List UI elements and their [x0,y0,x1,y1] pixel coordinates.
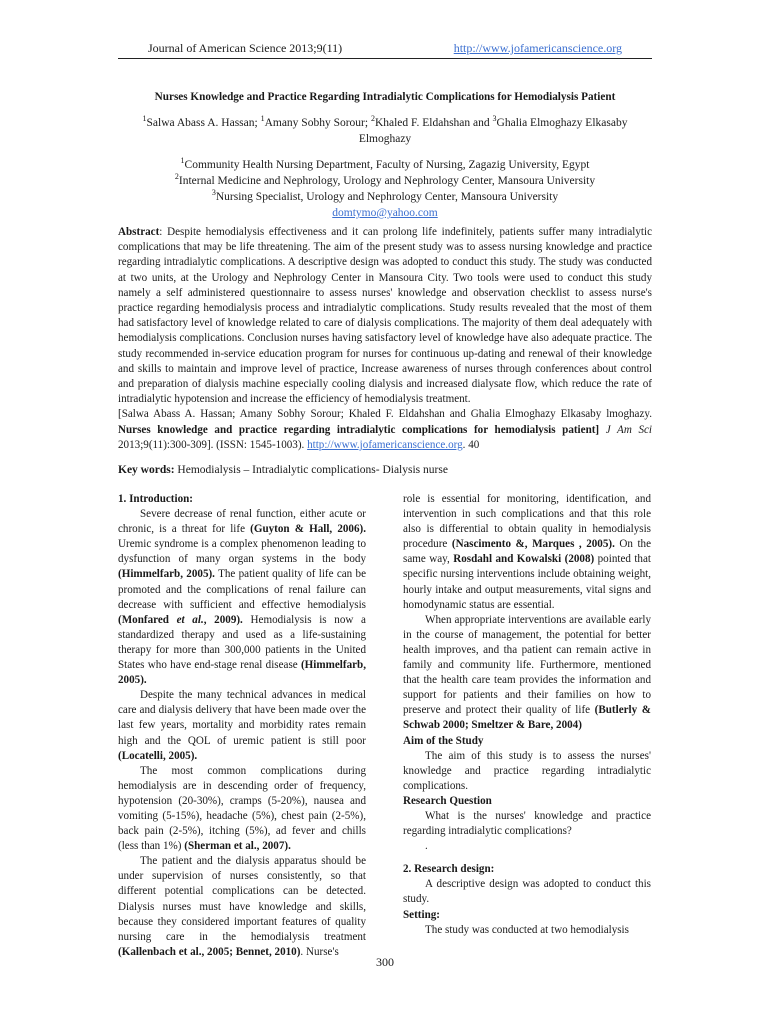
author-sup: 1 [260,114,265,124]
paragraph: The study was conducted at two hemodialysis [425,923,629,936]
affiliation-text: Community Health Nursing Department, Faculty of Nursing, Zagazig University, Egypt [184,159,590,171]
paragraph [403,613,651,734]
abstract-label: Abstract [118,226,160,238]
reference: (Himmelfarb, 2005). [118,659,366,687]
email-link[interactable]: domtymo@yahoo.com [332,207,438,219]
reference: (Guyton & Hall, 2006). [250,523,366,536]
citation-journal: J Am Sci [605,423,652,436]
keywords [118,464,652,476]
reference: (Nascimento &, Marques , 2005). [451,538,615,551]
citation-title: Nurses knowledge and practice regarding intradialytic complications for hemodialysis patient] [118,423,600,436]
affiliation-sup: 1 [180,156,185,166]
running-header [118,40,652,59]
keywords-text: Hemodialysis – Intradialytic complications- Dialysis nurse [174,464,448,476]
author-name: Amany Sobhy Sorour; [264,117,371,129]
reference: , 2009). [203,613,243,626]
spacer [403,854,651,862]
abstract-text [118,225,652,407]
title-block [118,89,652,221]
text-run: The patient and the dialysis apparatus should be under supervision of nurses consistently, so that different potential complications can be detected. Dialysis nurses must have knowledge and skills, because they considered important features of quality nursing care in the hemodialysis treatment [118,855,366,943]
affiliation-text: Nursing Specialist, Urology and Nephrology Center, Mansoura University [215,191,559,203]
author-sup: 3 [492,114,497,124]
section-heading-introduction: 1. Introduction: [118,493,193,505]
affiliation-text: Internal Medicine and Nephrology, Urology and Nephrology Center, Mansoura University [178,175,596,187]
reference: (Kallenbach et al., 2005; Bennet, 2010) [118,945,301,958]
text-run: The patient quality of life can be promoted and the complications of renal failure can decrease with sufficient and effective hemodialysis [118,568,366,611]
paragraph [118,688,366,763]
left-column [118,492,366,960]
reference-italic: et al. [176,613,204,626]
text-run: On the same way, [403,538,651,566]
affiliation-sup: 2 [174,172,179,182]
text-run: The most common complications during hemodialysis are in descending order of frequency, hypotension (20-30%), cramps (5-20%), nausea and vomiting (5-15%), headache (5%), chest pain (2-5%), back pain (2-5%), itching (5%), ad fever and chills (less than 1%) [118,764,366,853]
author-sup: 1 [142,114,147,124]
citation-authors: [Salwa Abass A. Hassan; Amany Sobhy Sorour; Khaled F. Eldahshan and Ghalia Elmoghazy Elkasaby lmoghazy. [118,408,652,421]
reference: (Sherman et al., 2007). [184,840,291,853]
text-run: Uremic syndrome is a complex phenomenon leading to dysfunction of many organ systems in the body [118,538,366,566]
citation-details: 2013;9(11):300-309]. (ISSN: 1545-1003). [118,438,308,451]
abstract-body: : Despite hemodialysis effectiveness and it can prolong life indefinitely, patients suffer many intradialytic complications that may be life threatening. The aim of the present study was to assess nursing knowledge and practice regarding intradialytic complications. A descriptive design was adopted to conduct this study. The study was conducted at two units, at the Urology and Nephrology Center in Mansoura City. Two tools were used to conduct this study namely a self administered questionnaire to assess nurses' knowledge and observation checklist to assess nurse's practice regarding hemodialysis process and intradialytic complications. Study results revealed that the most of them had satisfactory level of knowledge related to care of dialysis complications. The majority of them deal adequately with hemodialysis complications. Conclusion nurses having satisfactory level of knowledge have also adequate practice. The study recommended in-service education program for nurses for continuous up-dating and renewal of their knowledge and skills to maintain and improve level of practice, Increase awareness of nurses through conferences about control and preparation of dialysis machine especially cooling dialysis and increased dialysate flow, which reduce the rate of intradialytic hypotension and increase the efficiency of hemodialysis treatment. [118,226,652,406]
paragraph [118,507,366,688]
author-name: Khaled F. Eldahshan and [374,117,493,129]
stray-dot: . [425,840,428,853]
citation [118,407,652,453]
right-column [403,492,651,938]
text-run: When appropriate interventions are available early in the course of management, the potential for better health improves, and tha patient can remain active in family and community life. Furthermore, mentioned that the health care team provides the information and support for patients and their families on how to preserve and protect their quality of life [403,613,651,717]
author-sup: 2 [370,114,375,124]
section-heading-aim: Aim of the Study [403,734,484,747]
page-number: 300 [376,955,394,969]
text-run: . Nurse's [300,945,339,958]
reference: (Monfared [118,613,177,626]
reference: (Himmelfarb, 2005). [118,568,215,581]
text-run: Hemodialysis is now a standardized therapy and used as a life-sustaining therapy for more than 300,000 patients in the United States who have end-stage renal disease [118,613,366,672]
paragraph [118,764,366,855]
section-heading-research-design: 2. Research design: [403,863,495,876]
text-run: role is essential for monitoring, identification, and intervention in such complications and that this role also is differential to obtain quality in hemodialysis procedure [403,493,651,551]
reference: Rosdahl and Kowalski (2008) [453,553,595,566]
paragraph [118,854,366,960]
author-list [118,115,652,147]
journal-citation: Journal of American Science 2013;9(11) [148,41,343,55]
text-run: Severe decrease of renal function, either acute or chronic, is a threat for life [118,508,366,536]
citation-url-link[interactable]: http://www.jofamericanscience.org [307,438,463,451]
reference: (Locatelli, 2005). [118,749,198,762]
keywords-label: Key words: [118,464,175,476]
section-heading-setting: Setting: [403,908,440,921]
affiliation [118,189,652,205]
affiliation [118,173,652,189]
abstract [118,225,652,453]
citation-tail: . 40 [462,438,480,451]
affiliation-sup: 3 [211,188,216,198]
author-name: Ghalia Elmoghazy Elkasaby Elmoghazy [358,117,628,145]
affiliation [118,157,652,173]
author-name: Salwa Abass A. Hassan; [146,117,261,129]
section-heading-research-question: Research Question [403,794,492,807]
journal-url-link[interactable]: http://www.jofamericanscience.org [453,41,622,55]
paragraph: A descriptive design was adopted to conduct this study. [403,878,651,906]
affiliation-list [118,157,652,221]
paragraph: What is the nurses' knowledge and practice regarding intradialytic complications? [403,809,651,838]
reference: (Butlerly & Schwab 2000; Smeltzer & Bare, 2004) [403,704,651,732]
text-run: Despite the many technical advances in medical care and dialysis delivery that have been made over the last few years, mortality and morbidity rates remain high and the QOL of uremic patient is still poor [118,689,366,747]
text-run: pointed that specific nursing interventions include obtaining weight, hourly intake and output measurements, vital signs and homodynamic status are essential. [403,553,651,611]
paragraph: The aim of this study is to assess the nurses' knowledge and practice regarding intradialytic complications. [403,749,651,792]
paragraph [403,492,651,613]
paper-title: Nurses Knowledge and Practice Regarding Intradialytic Complications for Hemodialysis Patient [154,91,616,103]
